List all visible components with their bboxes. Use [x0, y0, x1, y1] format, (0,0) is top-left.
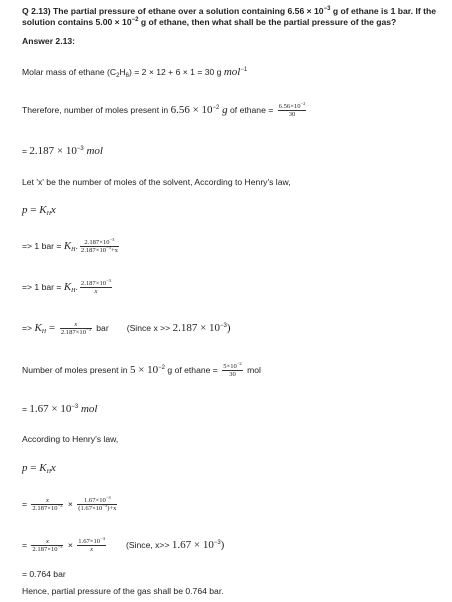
- henry-intro: Let 'x' be the number of moles of the solvent, According to Henry's law,: [22, 177, 291, 187]
- fraction: $\frac{x}{2.187\times 10^{-3}}$: [32, 497, 63, 512]
- fraction: $\frac{2.187\times 10^{-3}}{x}$: [80, 278, 111, 295]
- step-3: => $K_H$ = $\frac{x}{2.187\times 10^{-3}}$ bar (Since $x >> 2.187 \times 10^{-3}$): [22, 321, 231, 336]
- answer-label: Answer 2.13:: [22, 36, 76, 46]
- moles-line-2: Number of moles present in $5 \times 10^{-2}$ g of ethane = $\frac{5\times 10^{-2}}{30}$ mol: [22, 361, 261, 378]
- step-1: => 1 bar = $K_H$. $\frac{2.187\times 10^{-3}}{2.187\times 10^{-3}+x}$: [22, 237, 118, 254]
- result-1: = $2.187 \times 10^{-3}$ mol: [22, 145, 103, 157]
- moles-line: Therefore, number of moles present in $6.56 \times 10^{-2}$ g of ethane = $\frac{6.56\times 10^{-2}}{30}$: [22, 101, 306, 118]
- molar-mass-line: Molar mass of ethane $(C_2H_6) = 2 \times 12 + 6 \times 1 = 30$ g mol$^{-1}$: [22, 66, 248, 79]
- conclusion: Hence, partial pressure of the gas shall be 0.764 bar.: [22, 586, 224, 596]
- henry-equation: $p = K_Hx$: [22, 204, 56, 217]
- fraction: $\frac{5\times 10^{-2}}{30}$: [223, 361, 242, 378]
- final-value: = 0.764 bar: [22, 569, 66, 579]
- fraction: $\frac{6.56\times 10^{-2}}{30}$: [278, 101, 306, 118]
- step-4: = $\frac{x}{2.187\times 10^{-3}}$ × $\frac{1.67\times 10^{-3}}{(1.67\times 10^{-3})+x}$: [22, 495, 117, 512]
- fraction: $\frac{x}{2.187\times 10^{-3}}$: [60, 321, 91, 336]
- fraction: $\frac{1.67\times 10^{-3}}{(1.67\times 10^{-3})+x}$: [78, 495, 117, 512]
- result-2: = $1.67 \times 10^{-3}$ mol: [22, 403, 98, 415]
- question-line-1: Q 2.13) The partial pressure of ethane over a solution containing $6.56 \times 10^{-3}$ g of ethane is 1 bar. If the: [22, 6, 436, 16]
- fraction: $\frac{2.187\times 10^{-3}}{2.187\times 10^{-3}+x}$: [80, 237, 118, 254]
- question-line-2: solution contains $5.00 \times 10^{-2}$ g of ethane, then what shall be the partial pressure of the gas?: [22, 17, 397, 27]
- henry-equation-2: $p = K_Hx$: [22, 462, 56, 475]
- step-2: => 1 bar = $K_H$. $\frac{2.187\times 10^{-3}}{x}$: [22, 278, 111, 295]
- fraction: $\frac{1.67\times 10^{-3}}{x}$: [78, 536, 105, 553]
- fraction: $\frac{x}{2.187\times 10^{-3}}$: [32, 538, 63, 553]
- step-5: = $\frac{x}{2.187\times 10^{-3}}$ × $\frac{1.67\times 10^{-3}}{x}$ (Since, $x>> 1.67 \times 10^{-3}$): [22, 536, 225, 553]
- henry-again: According to Henry's law,: [22, 434, 119, 444]
